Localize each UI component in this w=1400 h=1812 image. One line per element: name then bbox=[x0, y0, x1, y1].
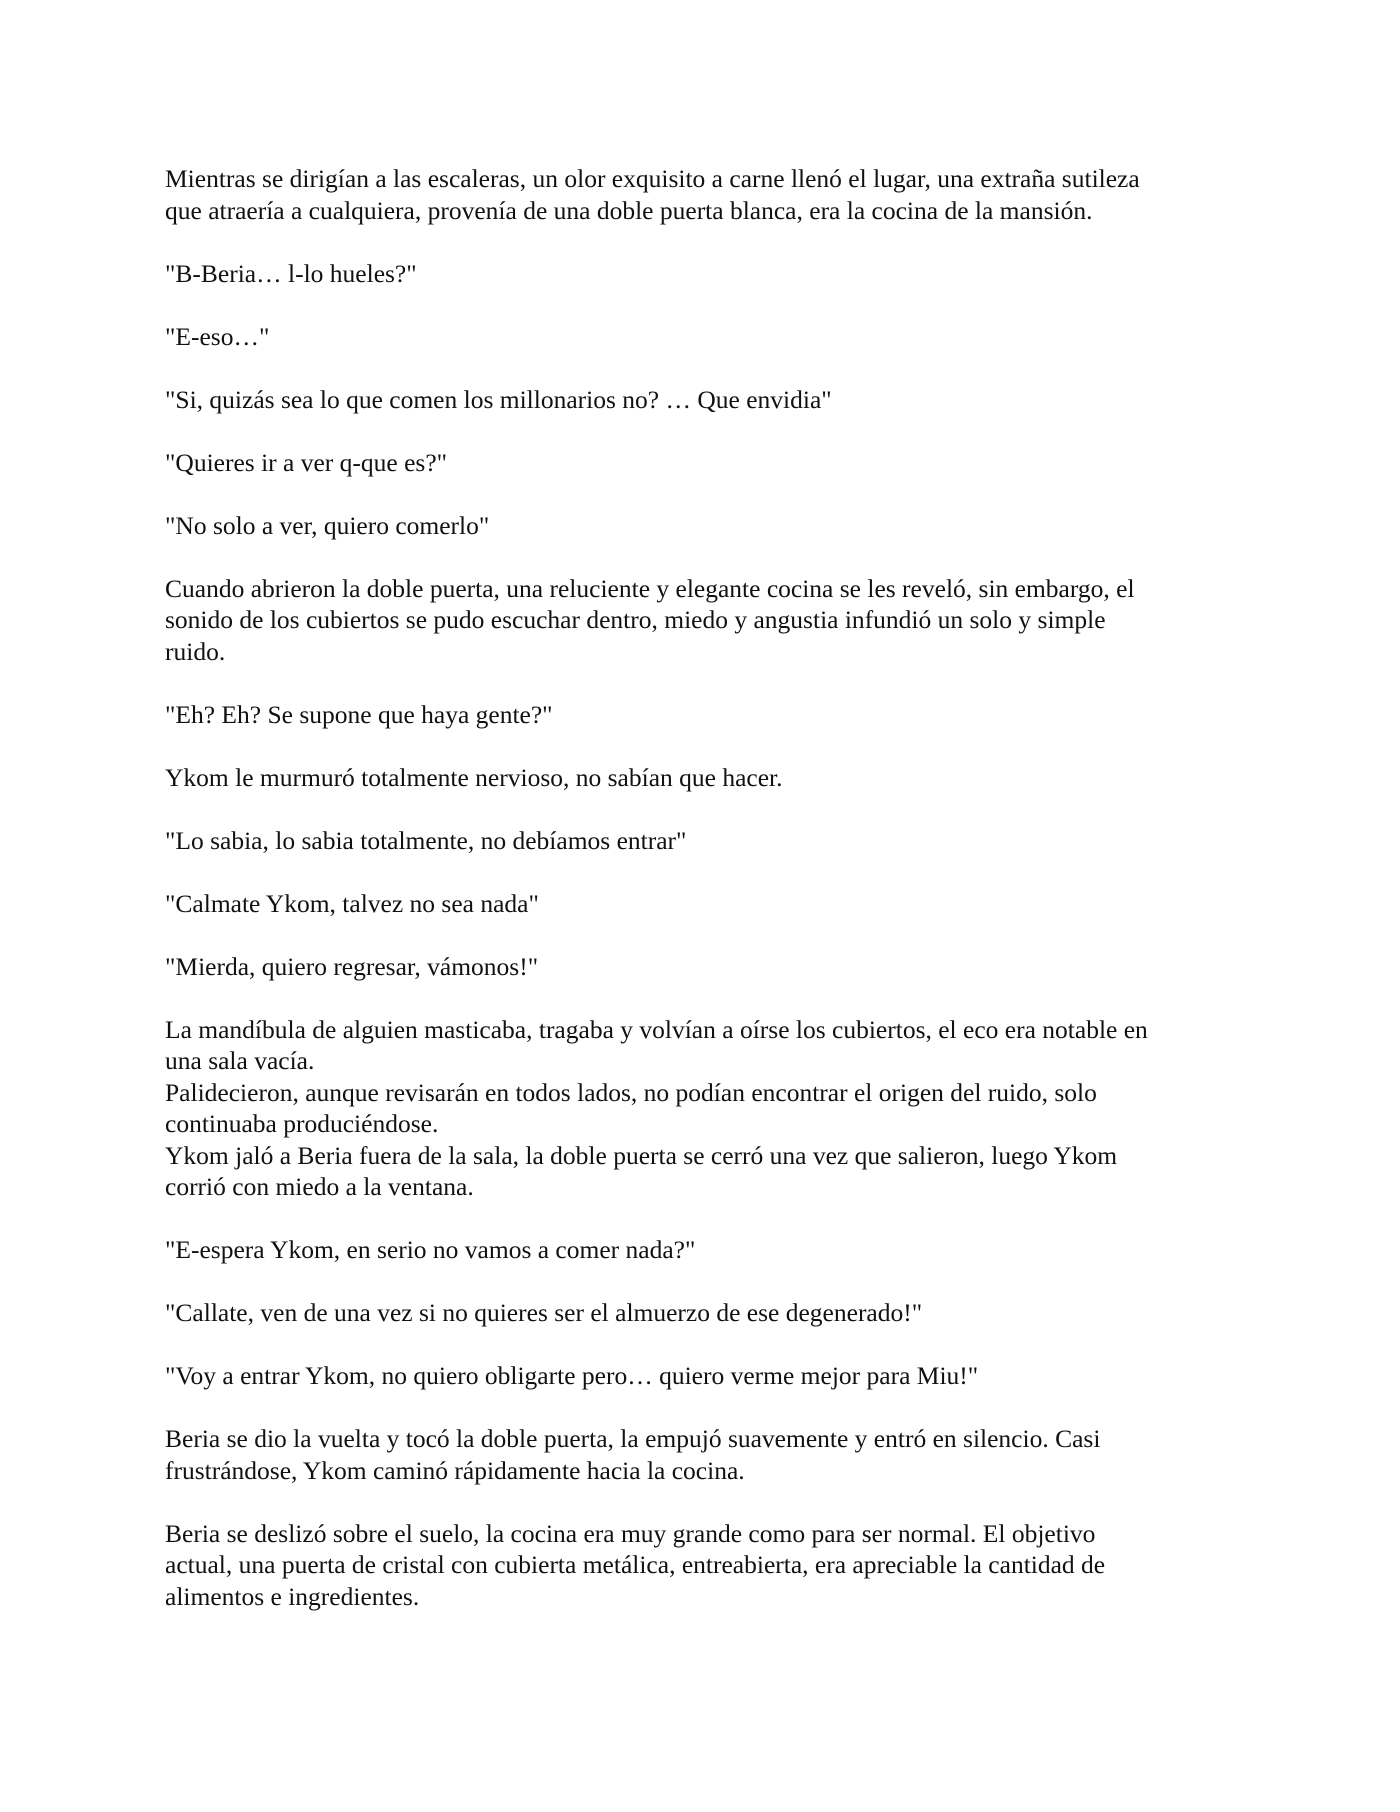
text-line: Mientras se dirigían a las escaleras, un olor exquisito a carne llenó el lugar, una extraña sutileza bbox=[165, 164, 1140, 193]
text-line: alimentos e ingredientes. bbox=[165, 1581, 420, 1611]
text-line: "Quieres ir a ver q-que es?" bbox=[165, 447, 448, 477]
paragraph bbox=[165, 447, 1250, 479]
text-line: "Calmate Ykom, talvez no sea nada" bbox=[165, 888, 539, 918]
text-line: Palidecieron, aunque revisarán en todos lados, no podían encontrar el origen del ruido, solo bbox=[165, 1077, 1097, 1107]
text-line: continuaba produciéndose. bbox=[165, 1109, 439, 1138]
paragraph bbox=[165, 1518, 1250, 1613]
text-line: Cuando abrieron la doble puerta, una reluciente y elegante cocina se les reveló, sin embargo, el bbox=[165, 573, 1135, 603]
text-line: actual, una puerta de cristal con cubierta metálica, entreabierta, era apreciable la cantidad de bbox=[165, 1550, 1106, 1579]
paragraph bbox=[165, 699, 1250, 731]
text-line: "Eh? Eh? Se supone que haya gente?" bbox=[165, 699, 553, 729]
text-line: "E-espera Ykom, en serio no vamos a comer nada?" bbox=[165, 1235, 696, 1264]
text-line: Beria se deslizó sobre el suelo, la cocina era muy grande como para ser normal. El objetivo bbox=[165, 1518, 1096, 1548]
text-line: "E-eso…" bbox=[165, 321, 270, 351]
paragraph bbox=[165, 510, 1250, 542]
text-line: "Callate, ven de una vez si no quieres ser el almuerzo de ese degenerado!" bbox=[165, 1298, 923, 1327]
document-body bbox=[165, 163, 1250, 1644]
text-line: Ykom le murmuró totalmente nervioso, no sabían que hacer. bbox=[165, 762, 783, 792]
text-line: "Voy a entrar Ykom, no quiero obligarte pero… quiero verme mejor para Miu!" bbox=[165, 1361, 979, 1390]
text-line: corrió con miedo a la ventana. bbox=[165, 1172, 474, 1201]
paragraph bbox=[165, 888, 1250, 920]
paragraph bbox=[165, 163, 1250, 226]
paragraph bbox=[165, 951, 1250, 983]
text-line: sonido de los cubiertos se pudo escuchar dentro, miedo y angustia infundió un solo y simple bbox=[165, 605, 1106, 634]
paragraph bbox=[165, 1360, 1250, 1392]
text-line: "Mierda, quiero regresar, vámonos!" bbox=[165, 951, 539, 981]
text-line: "No solo a ver, quiero comerlo" bbox=[165, 510, 490, 540]
paragraph bbox=[165, 762, 1250, 794]
paragraph bbox=[165, 1234, 1250, 1266]
text-line: "Si, quizás sea lo que comen los millonarios no? … Que envidia" bbox=[165, 384, 832, 414]
text-line: La mandíbula de alguien masticaba, tragaba y volvían a oírse los cubiertos, el eco era notable en bbox=[165, 1014, 1148, 1044]
text-line: "Lo sabia, lo sabia totalmente, no debíamos entrar" bbox=[165, 825, 687, 855]
paragraph bbox=[165, 258, 1250, 290]
paragraph bbox=[165, 1014, 1250, 1203]
paragraph bbox=[165, 384, 1250, 416]
paragraph bbox=[165, 321, 1250, 353]
text-line: una sala vacía. bbox=[165, 1046, 315, 1075]
text-line: "B-Beria… l-lo hueles?" bbox=[165, 258, 417, 288]
text-line: frustrándose, Ykom caminó rápidamente hacia la cocina. bbox=[165, 1455, 745, 1485]
paragraph bbox=[165, 1423, 1250, 1486]
text-line: Ykom jaló a Beria fuera de la sala, la doble puerta se cerró una vez que salieron, luego Ykom bbox=[165, 1140, 1118, 1170]
paragraph bbox=[165, 1297, 1250, 1329]
paragraph bbox=[165, 825, 1250, 857]
text-line: que atraería a cualquiera, provenía de una doble puerta blanca, era la cocina de la mansión. bbox=[165, 195, 1093, 225]
paragraph bbox=[165, 573, 1250, 668]
text-line: Beria se dio la vuelta y tocó la doble puerta, la empujó suavemente y entró en silencio. Casi bbox=[165, 1424, 1101, 1453]
text-line: ruido. bbox=[165, 636, 226, 666]
